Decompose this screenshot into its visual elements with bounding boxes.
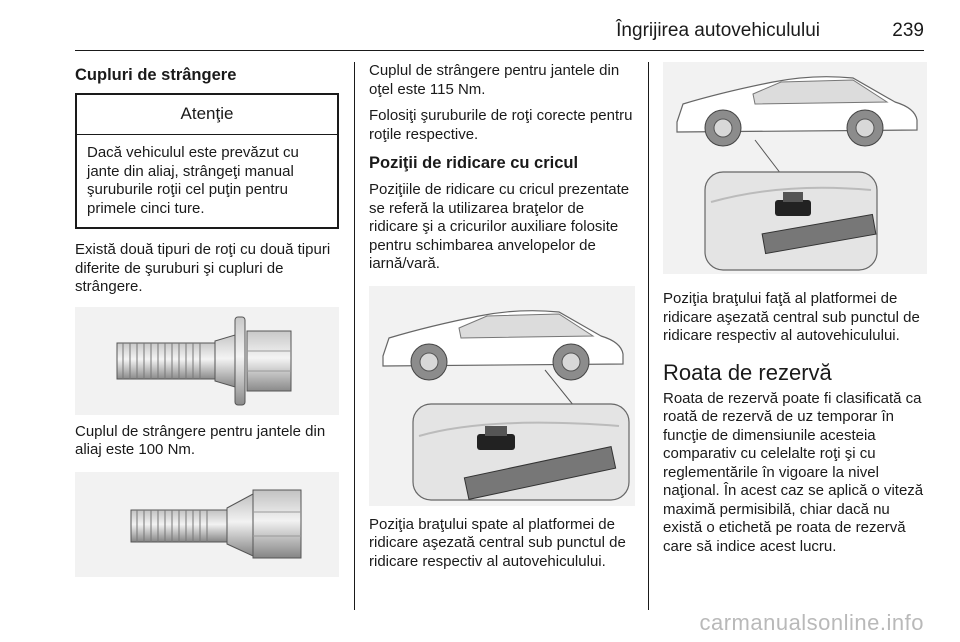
running-header-title: Îngrijirea autovehiculului — [616, 20, 820, 41]
watermark: carmanualsonline.info — [699, 610, 924, 635]
warning-title: Atenţie — [77, 95, 337, 135]
paragraph-jacking-intro: Poziţiile de ridicare cu cricul prezentate se referă la utilizarea braţelor de ridicare şi a cricurilor auxiliare folosite pentru schimbarea anvelopelor de iarnă/vară. — [369, 181, 630, 272]
car-lift-illustration — [663, 62, 927, 274]
column-3 — [663, 62, 927, 564]
paragraph-wheel-types: Există două tipuri de roţi cu două tipuri diferite de şuruburi şi cupluri de strângere. — [75, 241, 331, 295]
page-number: 239 — [892, 20, 924, 41]
figure-alloy-wheel-bolt — [75, 307, 339, 415]
paragraph-steel-torque: Cuplul de strângere pentru jantele din oţel este 115 Nm. — [369, 62, 620, 98]
bolt-illustration — [75, 307, 339, 415]
warning-text: Dacă vehiculul este prevăzut cu jante din aliaj, strângeţi manual şuruburile roţii cel puţin pentru primele cinci ture. — [87, 144, 299, 217]
figure-steel-wheel-bolt — [75, 472, 339, 577]
paragraph-correct-bolts: Folosiţi şuruburile de roţi corecte pentru roţile respective. — [369, 107, 633, 143]
column-1 — [75, 62, 339, 577]
column-divider — [354, 62, 355, 610]
warning-box — [75, 93, 339, 229]
figure-front-lift-point — [663, 62, 927, 274]
heading-spare-wheel: Roata de rezervă — [663, 359, 832, 385]
caption-rear-lift: Poziţia braţului spate al platformei de ridicare aşezată central sub punctul de ridicare respectiv al autovehiculului. — [369, 515, 626, 570]
section-title-torque: Cupluri de strângere — [75, 66, 237, 84]
bolt-illustration — [75, 472, 339, 577]
section-title-jacking: Poziţii de ridicare cu cricul — [369, 154, 579, 172]
caption-front-lift: Poziţia braţului faţă al platformei de ridicare aşezată central sub punctul de ridicare respectiv al autovehiculului. — [663, 290, 920, 344]
caption-alloy-torque: Cuplul de strângere pentru jantele din aliaj este 100 Nm. — [75, 422, 326, 458]
paragraph-spare-wheel: Roata de rezervă poate fi clasificată ca roată de rezervă de uz temporar în funcţie de dimensiunile acesteia comparativ cu celelalte roţi şi cu reglementările în vigoare la nivel naţional. În acest caz se aplică o viteză maximă permisibilă, chiar dacă nu există o etichetă pe roata de rezervă care să indice acest lucru. — [663, 389, 924, 555]
header-rule — [75, 50, 924, 51]
figure-rear-lift-point — [369, 286, 635, 506]
column-2 — [369, 62, 635, 579]
car-lift-illustration — [369, 286, 635, 506]
column-divider — [648, 62, 649, 610]
